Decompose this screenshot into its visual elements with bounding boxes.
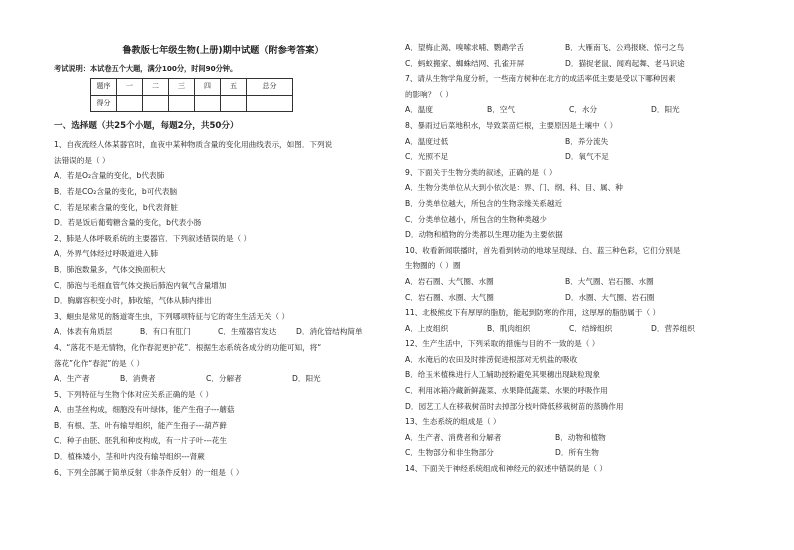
option: A．上皮组织 (405, 323, 449, 333)
option: D．水圈、大气圈、岩石圈 (565, 292, 655, 302)
option: D．若是饭后葡萄糖含量的变化，b代表小肠 (54, 218, 202, 228)
option: C．蚂蚁搬家、蜘蛛结网、孔雀开屏 (405, 58, 525, 68)
option: C．利用冰箱冷藏新鲜蔬菜、水果降低蔬菜、水果的呼吸作用 (405, 386, 608, 396)
option: D．园艺工人在移栽树苗时去掉部分枝叶降低移栽树苗的蒸腾作用 (405, 401, 624, 411)
option: A．生产者、消费者和分解者 (405, 432, 502, 442)
option-row (405, 102, 745, 118)
option: C．肺泡与毛细血管气体交换后肺泡内氧气含量增加 (54, 280, 227, 290)
question-text: 10、收看新闻联播时，首先看到转动的地球呈现绿、白、蓝三种色彩，它们分别是 (405, 245, 681, 255)
question-text: 生物圈的（ ）圈 (405, 261, 461, 271)
option-row (405, 321, 745, 337)
question-text: 4、“落花不是无情物，化作春泥更护花”．根据生态系统各成分的功能可知，将“ (54, 342, 322, 352)
option: C．光照不足 (405, 152, 449, 162)
option-row (405, 290, 745, 306)
option: B．大气圈、岩石圈、水圈 (565, 276, 654, 286)
page-title: 鲁教版七年级生物(上册)期中试题（附参考答案） (122, 45, 324, 56)
score-cell: 题序 (91, 79, 117, 96)
option: D．营养组织 (651, 323, 695, 333)
question-text: 13、生态系统的组成是（ ） (405, 417, 501, 427)
question-text: 2、肺是人体呼吸系统的主要器官．下列叙述错误的是（ ） (54, 233, 252, 243)
question-text: 12、生产生活中，下列采取的措施与目的不一致的是（ ） (405, 339, 600, 349)
option: C．结缔组织 (569, 323, 613, 333)
option: A．体表有角质层 (54, 327, 113, 337)
option: A．由茎丝构成，细胞没有叶绿体，能产生孢子---蘑菇 (54, 405, 235, 415)
option: D．植株矮小，茎和叶内没有输导组织---肾蕨 (54, 452, 205, 462)
option: A．生产者 (54, 374, 90, 384)
option: B．消费者 (120, 374, 156, 384)
option: B．空气 (487, 105, 515, 115)
option: B．有口有肛门 (140, 327, 191, 337)
option: A．水淹后的农田及时排涝促进根部对无机盐的吸收 (405, 354, 578, 364)
option: D．氧气不足 (565, 152, 609, 162)
question-text: 3、蛔虫是常见的肠道寄生虫，下列哪项特征与它的寄生生活无关（ ） (54, 311, 290, 321)
score-cell: 三 (169, 79, 195, 96)
option: D．消化管结构简单 (296, 327, 363, 337)
option-row (405, 445, 745, 461)
option: D．动物和植物的分类都以生理功能为主要依据 (405, 230, 563, 240)
question-text: 1、自夜流经人体某器官时，血夜中某种物质含量的变化用曲线表示，如图．下列说 (54, 140, 333, 150)
question-text: 的影响？（ ） (405, 89, 453, 99)
score-cell: 五 (221, 79, 247, 96)
right-column (405, 40, 745, 477)
score-cell: 得分 (91, 95, 117, 112)
score-table-score-row (91, 95, 293, 112)
question-text: 11、北极熊皮下有厚厚的脂肪，能起到防寒的作用，这厚厚的脂肪属于（ ） (405, 308, 661, 318)
question-text: 落花”化作“春泥”的是（ ） (54, 358, 145, 368)
option: A．温度过低 (405, 136, 449, 146)
option: C．分类单位越小，所包含的生物种类越少 (405, 214, 547, 224)
option: A．若是O₂含量的变化，b代表肺 (54, 171, 165, 181)
score-cell: 一 (117, 79, 143, 96)
option: A．岩石圈、大气圈、水圈 (405, 276, 494, 286)
score-table (90, 78, 293, 112)
section-heading: 一、选择题（共25个小题，每题2分，共50分） (54, 121, 239, 132)
option: B．肺泡数量多，气体交换面积大 (54, 264, 166, 274)
option-row (405, 134, 745, 150)
option: A．外界气体经过呼吸道进入肺 (54, 249, 158, 259)
option-row (405, 149, 745, 165)
score-cell-empty (195, 95, 221, 112)
option: A．生物分类单位从大到小依次是：界、门、纲、科、目、属、种 (405, 183, 623, 193)
score-cell-empty (117, 95, 143, 112)
score-table-header-row (91, 79, 293, 96)
option: D．猫捉老鼠、闻鸡起舞、老马识途 (565, 58, 685, 68)
option: D．阳光 (292, 374, 321, 384)
option: B．若是CO₂含量的变化，b可代表脑 (54, 186, 178, 196)
option-row (405, 430, 745, 446)
question-text: 6、下列全部属于简单反射（非条件反射）的一组是（ ） (54, 467, 244, 477)
option: B．大雁南飞、公鸡报晓、惊弓之鸟 (565, 43, 685, 52)
left-column (54, 0, 392, 480)
option: C．种子由胚、胚乳和种皮构成，有一片子叶---花生 (54, 436, 227, 446)
option-row (54, 371, 392, 387)
option: C．若是尿素含量的变化，b代表肾脏 (54, 202, 179, 212)
option: A．温度 (405, 105, 433, 115)
question-text: 8、暴雨过后菜地积水，导致菜苗烂根，主要原因是土壤中（ ） (405, 120, 618, 130)
option: C．分解者 (206, 374, 242, 384)
option: D．胸廓容积变小时，肺收缩，气体从肺内排出 (54, 296, 212, 306)
option: A．望梅止渴、嗅嗦求哺、鹦鹉学舌 (405, 43, 525, 52)
score-cell-empty (169, 95, 195, 112)
question-text: 14、下面关于神经系统组成和神经元的叙述中错误的是（ ） (405, 464, 607, 474)
option: B．有根、茎、叶有输导组织，能产生孢子---葫芦藓 (54, 420, 227, 430)
option: B．肌肉组织 (487, 323, 531, 333)
question-text: 5、下列特征与生物个体对应关系正确的是（ ） (54, 389, 214, 399)
score-cell: 总分 (247, 79, 293, 96)
option: C．岩石圈、水圈、大气圈 (405, 292, 494, 302)
option-row (54, 324, 392, 340)
option: B．动物和植物 (555, 432, 606, 442)
score-cell-empty (247, 95, 293, 112)
exam-note: 考试说明：本试卷五个大题，满分100分，时间90分钟。 (54, 64, 238, 73)
score-cell-empty (221, 95, 247, 112)
option: C．水分 (569, 105, 598, 115)
score-cell-empty (143, 95, 169, 112)
question-text: 9、下面关于生物分类的叙述，正确的是（ ） (405, 167, 557, 177)
option: B．分类单位越大，所包含的生物亲缘关系越近 (405, 198, 563, 208)
option-row (405, 56, 745, 72)
option-row (405, 274, 745, 290)
option-row (405, 40, 745, 56)
option: B．养分流失 (565, 136, 609, 146)
question-text: 法错误的是（ ） (54, 155, 110, 165)
score-cell: 二 (143, 79, 169, 96)
question-text: 7、请从生物学角度分析，一些南方树种在北方的成活率低主要是受以下哪种因素 (405, 74, 676, 84)
score-cell: 四 (195, 79, 221, 96)
option: C．生物部分和非生物部分 (405, 448, 494, 458)
option: D．所有生物 (555, 448, 599, 458)
option: B．给玉米植株进行人工辅助授粉避免其果穗出现缺粒现象 (405, 370, 601, 380)
option: D．阳光 (651, 105, 680, 115)
option: C．生殖器官发达 (218, 327, 277, 337)
